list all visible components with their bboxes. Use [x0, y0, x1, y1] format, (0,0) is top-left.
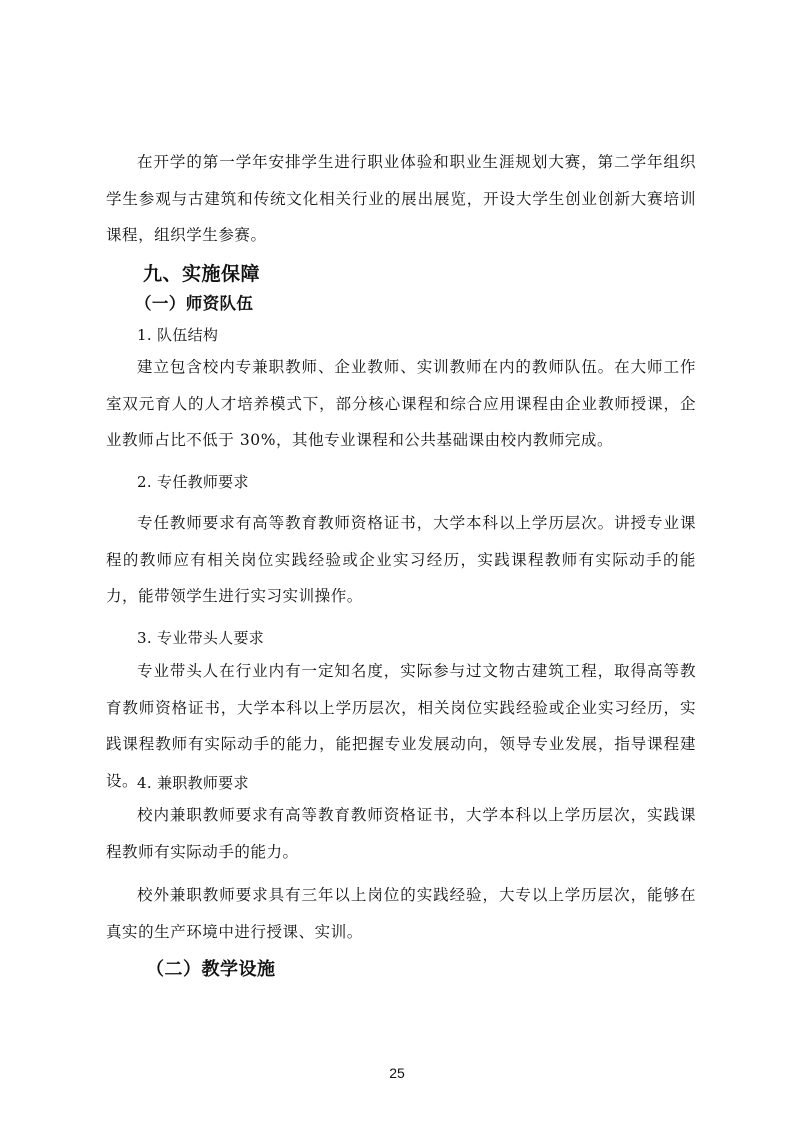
subsection-heading: （一）师资队伍	[135, 294, 254, 313]
page-number: 25	[389, 1065, 405, 1081]
heading-section-9	[106, 261, 696, 287]
heading-faculty	[106, 292, 696, 316]
paragraph-text: 在开学的第一学年安排学生进行职业体验和职业生涯规划大赛，第二学年组织学生参观与古建筑和传统文化相关行业的展出展览，开设大学生创业创新大赛培训课程，组织学生参赛。	[106, 153, 696, 245]
item-title: 1. 队伍结构	[137, 326, 219, 344]
item-parttime-teachers	[106, 771, 696, 795]
item-team-structure	[106, 323, 696, 347]
item-title: 4. 兼职教师要求	[137, 774, 249, 792]
item-program-leader	[106, 626, 696, 650]
paragraph-text: 建立包含校内专兼职教师、企业教师、实训教师在内的教师队伍。在大师工作室双元育人的人才培养模式下，部分核心课程和综合应用课程由企业教师授课，企业教师占比不低于 30%，其他专业课程和公共基础课由校内教师完成。	[106, 358, 696, 450]
paragraph-text: 专任教师要求有高等教育教师资格证书，大学本科以上学历层次。讲授专业课程的教师应有相关岗位实践经验或企业实习经历，实践课程教师有实际动手的能力，能带领学生进行实习实训操作。	[106, 514, 696, 606]
section-heading: 九、实施保障	[143, 263, 261, 285]
item-title: 3. 专业带头人要求	[137, 629, 265, 647]
subsection-heading: （二）教学设施	[146, 959, 276, 980]
paragraph-text: 专业带头人在行业内有一定知名度，实际参与过文物古建筑工程，取得高等教育教师资格证书，大学本科以上学历层次，相关岗位实践经验或企业实习经历，实践课程教师有实际动手的能力，能把握专业发展动向，领导专业发展，指导课程建设。	[106, 662, 696, 790]
heading-teaching-facilities	[106, 957, 696, 983]
paragraph-internal-parttime	[106, 797, 696, 870]
paragraph-text: 校内兼职教师要求有高等教育教师资格证书，大学本科以上学历层次，实践课程教师有实际动手的能力。	[106, 806, 696, 861]
item-title: 2. 专任教师要求	[137, 473, 249, 491]
paragraph-team-structure	[106, 349, 696, 459]
paragraph-external-parttime	[106, 877, 696, 950]
paragraph-text: 校外兼职教师要求具有三年以上岗位的实践经验，大专以上学历层次，能够在真实的生产环境中进行授课、实训。	[106, 886, 696, 941]
paragraph-competitions	[106, 144, 696, 254]
paragraph-fulltime-teachers	[106, 505, 696, 615]
item-fulltime-teachers	[106, 470, 696, 494]
